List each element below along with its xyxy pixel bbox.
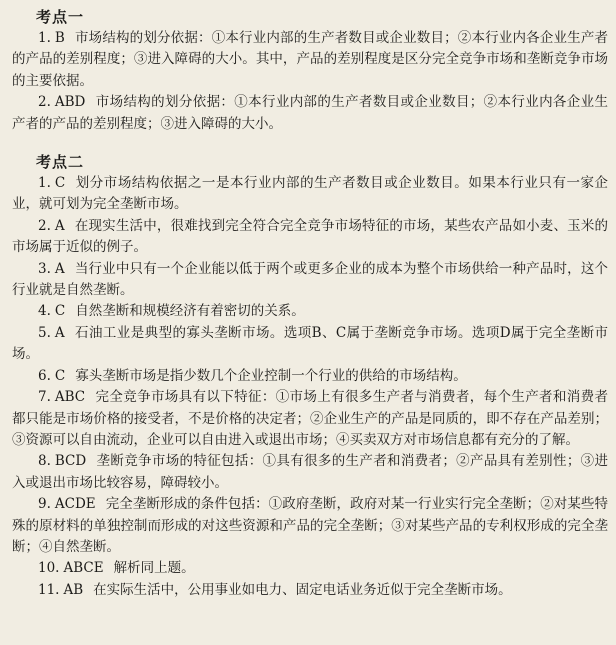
section-heading: 考点二 bbox=[36, 153, 85, 172]
item-explanation: 在实际生活中，公用事业如电力、固定电话业务近似于完全垄断市场。 bbox=[93, 581, 512, 598]
item-explanation: 市场结构的划分依据：①本行业内部的生产者数目或企业数目；②本行业内各企业生产者的产品的差别程度；③进入障碍的大小。 bbox=[12, 94, 608, 132]
item-answer: ABCE bbox=[63, 560, 104, 577]
item-explanation: 在现实生活中，很难找到完全符合完全竞争市场特征的市场，某些农产品如小麦、玉米的市场属于近似的例子。 bbox=[12, 217, 608, 256]
answer-item bbox=[12, 558, 608, 579]
answer-item bbox=[12, 216, 608, 259]
item-explanation: 寡头垄断市场是指少数几个企业控制一个行业的供给的市场结构。 bbox=[75, 367, 467, 384]
item-number: 5. bbox=[38, 324, 51, 341]
item-answer: B bbox=[54, 30, 65, 46]
item-explanation: 市场结构的划分依据：①本行业内部的生产者数目或企业数目；②本行业内各企业生产者的产品的差别程度；③进入障碍的大小。其中，产品的差别程度是区分完全竞争市场和垄断竞争市场的主要依据。 bbox=[12, 30, 608, 89]
item-number: 1. bbox=[38, 175, 51, 192]
item-number: 7. bbox=[38, 389, 51, 406]
answer-item bbox=[12, 387, 608, 451]
item-number: 10. bbox=[38, 560, 60, 577]
item-answer: C bbox=[54, 367, 66, 384]
answer-item bbox=[12, 580, 608, 601]
item-explanation: 自然垄断和规模经济有着密切的关系。 bbox=[75, 303, 305, 320]
item-answer: A bbox=[54, 324, 65, 341]
answer-item bbox=[12, 259, 608, 302]
item-number: 2. bbox=[38, 94, 51, 111]
item-explanation: 完全垄断形成的条件包括：①政府垄断，政府对某一行业实行完全垄断；②对某些特殊的原材料的单独控制而形成的对这些资源和产品的完全垄断；③对某些产品的专利权形成的完全垄断；④自然垄断。 bbox=[12, 496, 608, 555]
answer-item bbox=[12, 494, 608, 558]
item-answer: ABD bbox=[54, 94, 86, 111]
item-number: 4. bbox=[38, 303, 51, 320]
item-answer: BCD bbox=[54, 453, 87, 470]
item-number: 3. bbox=[38, 260, 51, 277]
item-answer: A bbox=[54, 217, 65, 234]
item-answer: C bbox=[54, 303, 66, 320]
item-explanation: 解析同上题。 bbox=[113, 560, 195, 577]
answer-item bbox=[12, 366, 608, 387]
item-explanation: 垄断竞争市场的特征包括：①具有很多的生产者和消费者；②产品具有差别性；③进入或退出市场比较容易，障碍较小。 bbox=[12, 453, 608, 491]
answer-item bbox=[12, 92, 608, 135]
answer-item bbox=[12, 173, 608, 216]
item-number: 9. bbox=[38, 496, 51, 513]
item-number: 11. bbox=[38, 581, 60, 598]
item-explanation: 划分市场结构依据之一是本行业内部的生产者数目或企业数目。如果本行业只有一家企业，就可划为完全垄断市场。 bbox=[12, 175, 608, 213]
item-answer: A bbox=[54, 260, 65, 277]
item-number: 8. bbox=[38, 453, 51, 470]
answer-item bbox=[12, 301, 608, 322]
item-explanation: 完全竞争市场具有以下特征：①市场上有很多生产者与消费者，每个生产者和消费者都只能是市场价格的接受者，不是价格的决定者；②企业生产的产品是同质的，即不存在产品差别；③资源可以自由流动，企业可以自由进入或退出市场；④买卖双方对市场信息都有充分的了解。 bbox=[12, 389, 608, 448]
section-heading: 考点一 bbox=[36, 8, 85, 26]
item-explanation: 石油工业是典型的寡头垄断市场。选项B、C属于垄断竞争市场。选项D属于完全垄断市场。 bbox=[12, 324, 608, 363]
item-answer: ACDE bbox=[54, 496, 96, 513]
item-number: 6. bbox=[38, 367, 51, 384]
answer-item bbox=[12, 451, 608, 494]
item-explanation: 当行业中只有一个企业能以低于两个或更多企业的成本为整个市场供给一种产品时，这个行业就是自然垄断。 bbox=[12, 260, 608, 299]
answer-item bbox=[12, 323, 608, 366]
item-number: 2. bbox=[38, 217, 51, 234]
item-answer: ABC bbox=[54, 389, 86, 406]
item-answer: AB bbox=[63, 581, 84, 598]
item-answer: C bbox=[54, 175, 66, 192]
item-number: 1. bbox=[38, 30, 51, 46]
answer-item bbox=[12, 28, 608, 92]
